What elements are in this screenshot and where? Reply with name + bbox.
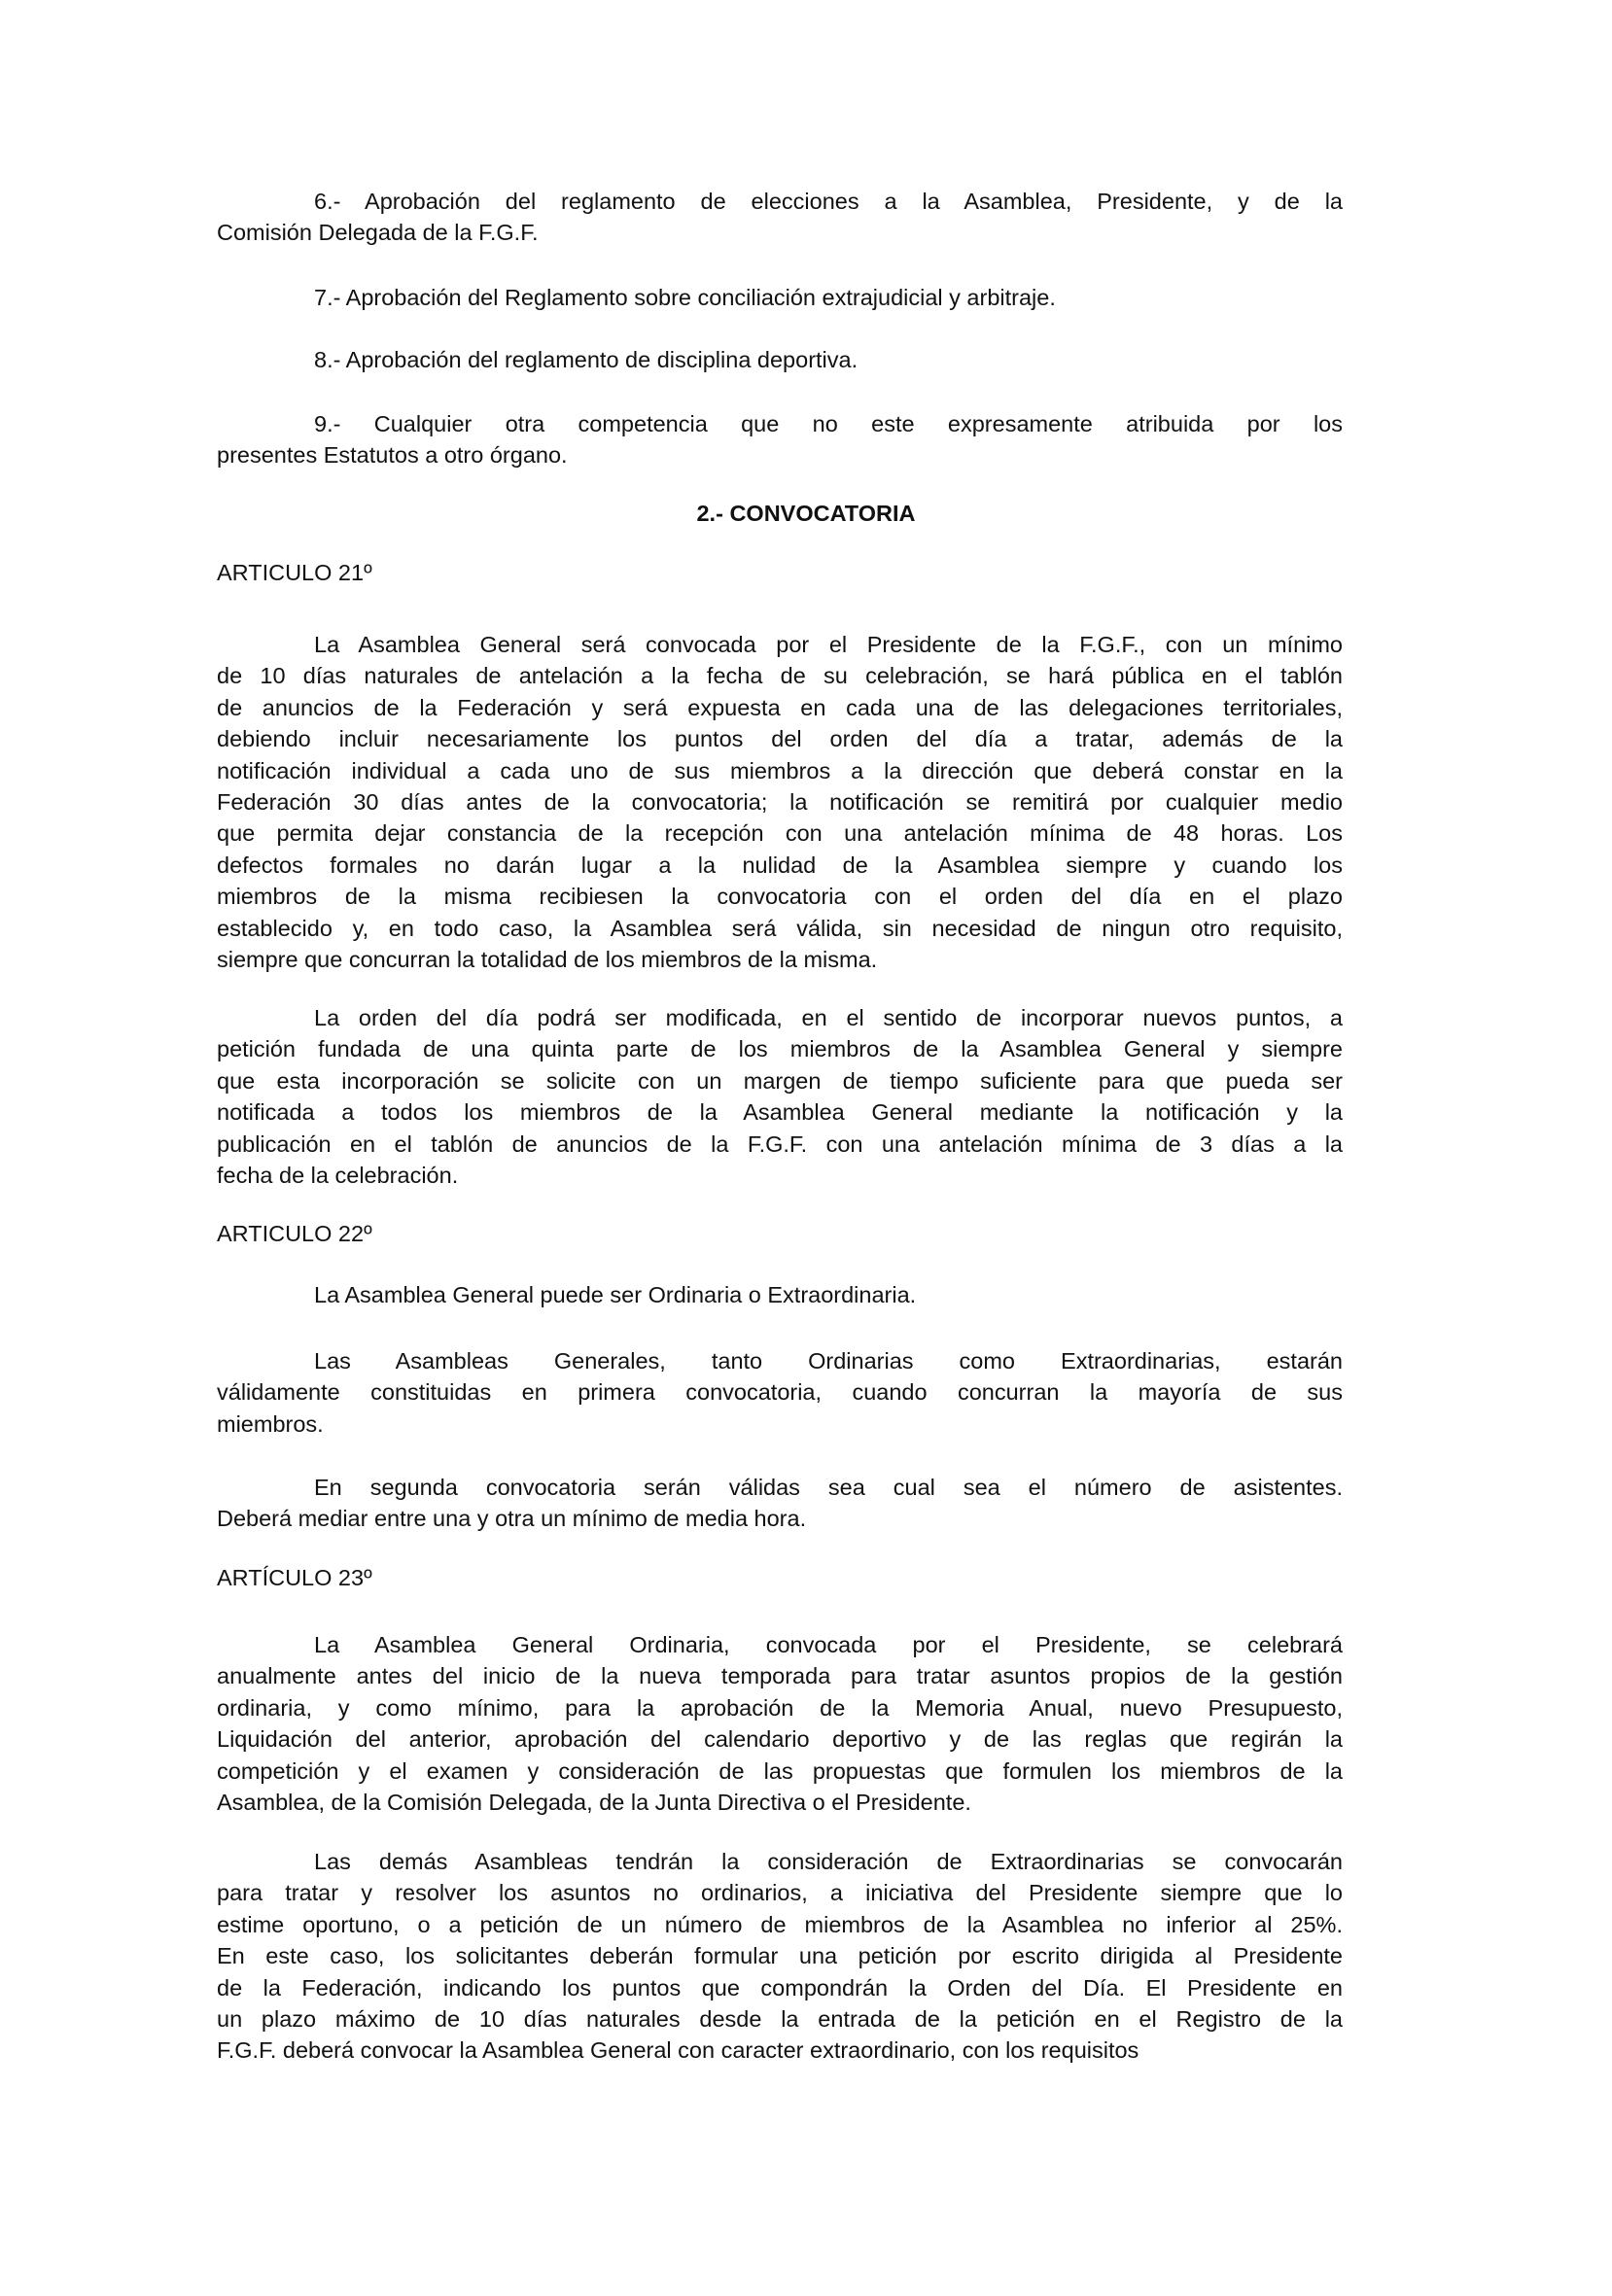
paragraph bbox=[217, 1002, 1343, 1191]
text-line: de 10 días naturales de antelación a la fecha de su celebración, se hará pública en el tablón bbox=[217, 663, 1343, 689]
paragraph bbox=[217, 629, 1343, 975]
text-line: miembros de la misma recibiesen la convocatoria con el orden del día en el plazo bbox=[217, 884, 1343, 910]
list-item bbox=[217, 186, 1343, 249]
text-line: que permita dejar constancia de la recepción con una antelación mínima de 48 horas. Los bbox=[217, 820, 1343, 847]
text-line: fecha de la celebración. bbox=[217, 1162, 459, 1188]
paragraph bbox=[217, 1629, 1343, 1818]
text-line: La Asamblea General Ordinaria, convocada por el Presidente, se celebrará bbox=[314, 1632, 1343, 1657]
text-line: Comisión Delegada de la F.G.F. bbox=[217, 220, 539, 246]
text-line: para tratar y resolver los asuntos no ordinarios, a iniciativa del Presidente siempre que lo bbox=[217, 1880, 1343, 1906]
text-line: notificada a todos los miembros de la Asamblea General mediante la notificación y la bbox=[217, 1099, 1343, 1126]
section-heading: 2.- CONVOCATORIA bbox=[696, 501, 916, 526]
text-line: La orden del día podrá ser modificada, en el sentido de incorporar nuevos puntos, a bbox=[314, 1005, 1343, 1030]
paragraph bbox=[217, 1472, 1343, 1535]
text-line: Las Asambleas Generales, tanto Ordinarias como Extraordinarias, estarán bbox=[314, 1348, 1343, 1374]
text-line: 6.- Aprobación del reglamento de elecciones a la Asamblea, Presidente, y de la bbox=[314, 189, 1343, 214]
text-line: En este caso, los solicitantes deberán formular una petición por escrito dirigida al Presidente bbox=[217, 1943, 1343, 1969]
list-item bbox=[217, 344, 1343, 375]
text-line: un plazo máximo de 10 días naturales desde la entrada de la petición en el Registro de la bbox=[217, 2005, 1343, 2032]
text-line: Las demás Asambleas tendrán la consideración de Extraordinarias se convocarán bbox=[314, 1849, 1343, 1874]
text-line: ordinaria, y como mínimo, para la aprobación de la Memoria Anual, nuevo Presupuesto, bbox=[217, 1694, 1343, 1721]
paragraph bbox=[217, 1345, 1343, 1440]
text-line: 7.- Aprobación del Reglamento sobre conciliación extrajudicial y arbitraje. bbox=[314, 285, 1056, 310]
text-line: Asamblea, de la Comisión Delegada, de la Junta Directiva o el Presidente. bbox=[217, 1789, 971, 1815]
paragraph bbox=[217, 1846, 1343, 2067]
text-line: estime oportuno, o a petición de un número de miembros de la Asamblea no inferior al 25%. bbox=[217, 1911, 1343, 1937]
article-title: ARTICULO 21º bbox=[217, 560, 372, 585]
text-line: 9.- Cualquier otra competencia que no este expresamente atribuida por los bbox=[314, 411, 1343, 436]
text-line: debiendo incluir necesariamente los puntos del orden del día a tratar, además de la bbox=[217, 726, 1343, 752]
text-line: F.G.F. deberá convocar la Asamblea General con caracter extraordinario, con los requisitos bbox=[217, 2037, 1139, 2064]
text-line: defectos formales no darán lugar a la nulidad de la Asamblea siempre y cuando los bbox=[217, 852, 1343, 878]
text-line: Liquidación del anterior, aprobación del calendario deportivo y de las reglas que regirán la bbox=[217, 1726, 1343, 1753]
text-line: notificación individual a cada uno de sus miembros a la dirección que deberá constar en la bbox=[217, 757, 1343, 783]
text-line: de la Federación, indicando los puntos que compondrán la Orden del Día. El Presidente en bbox=[217, 1974, 1343, 2000]
text-line: La Asamblea General puede ser Ordinaria o Extraordinaria. bbox=[314, 1282, 917, 1307]
text-line: anualmente antes del inicio de la nueva temporada para tratar asuntos propios de la gestión bbox=[217, 1663, 1343, 1689]
text-line: establecido y, en todo caso, la Asamblea será válida, sin necesidad de ningun otro requisito, bbox=[217, 915, 1343, 941]
text-line: La Asamblea General será convocada por el Presidente de la F.G.F., con un mínimo bbox=[314, 632, 1343, 657]
text-line: miembros. bbox=[217, 1410, 324, 1437]
text-line: Deberá mediar entre una y otra un mínimo de media hora. bbox=[217, 1506, 807, 1532]
text-line: publicación en el tablón de anuncios de la F.G.F. con una antelación mínima de 3 días a la bbox=[217, 1131, 1343, 1157]
text-line: siempre que concurran la totalidad de los miembros de la misma. bbox=[217, 946, 878, 972]
list-item bbox=[217, 282, 1343, 313]
text-line: Federación 30 días antes de la convocatoria; la notificación se remitirá por cualquier medio bbox=[217, 788, 1343, 815]
text-line: 8.- Aprobación del reglamento de disciplina deportiva. bbox=[314, 347, 859, 372]
text-line: que esta incorporación se solicite con un margen de tiempo suficiente para que pueda ser bbox=[217, 1067, 1343, 1094]
text-line: de anuncios de la Federación y será expuesta en cada una de las delegaciones territoriales, bbox=[217, 694, 1343, 720]
text-line: presentes Estatutos a otro órgano. bbox=[217, 442, 568, 469]
text-line: competición y el examen y consideración de las propuestas que formulen los miembros de la bbox=[217, 1757, 1343, 1784]
list-item bbox=[217, 408, 1343, 471]
text-line: petición fundada de una quinta parte de los miembros de la Asamblea General y siempre bbox=[217, 1036, 1343, 1062]
article-title: ARTICULO 22º bbox=[217, 1221, 372, 1246]
text-line: válidamente constituidas en primera convocatoria, cuando concurran la mayoría de sus bbox=[217, 1379, 1343, 1406]
article-title: ARTÍCULO 23º bbox=[217, 1565, 372, 1590]
paragraph bbox=[217, 1279, 1343, 1310]
text-line: En segunda convocatoria serán válidas sea cual sea el número de asistentes. bbox=[314, 1475, 1343, 1500]
